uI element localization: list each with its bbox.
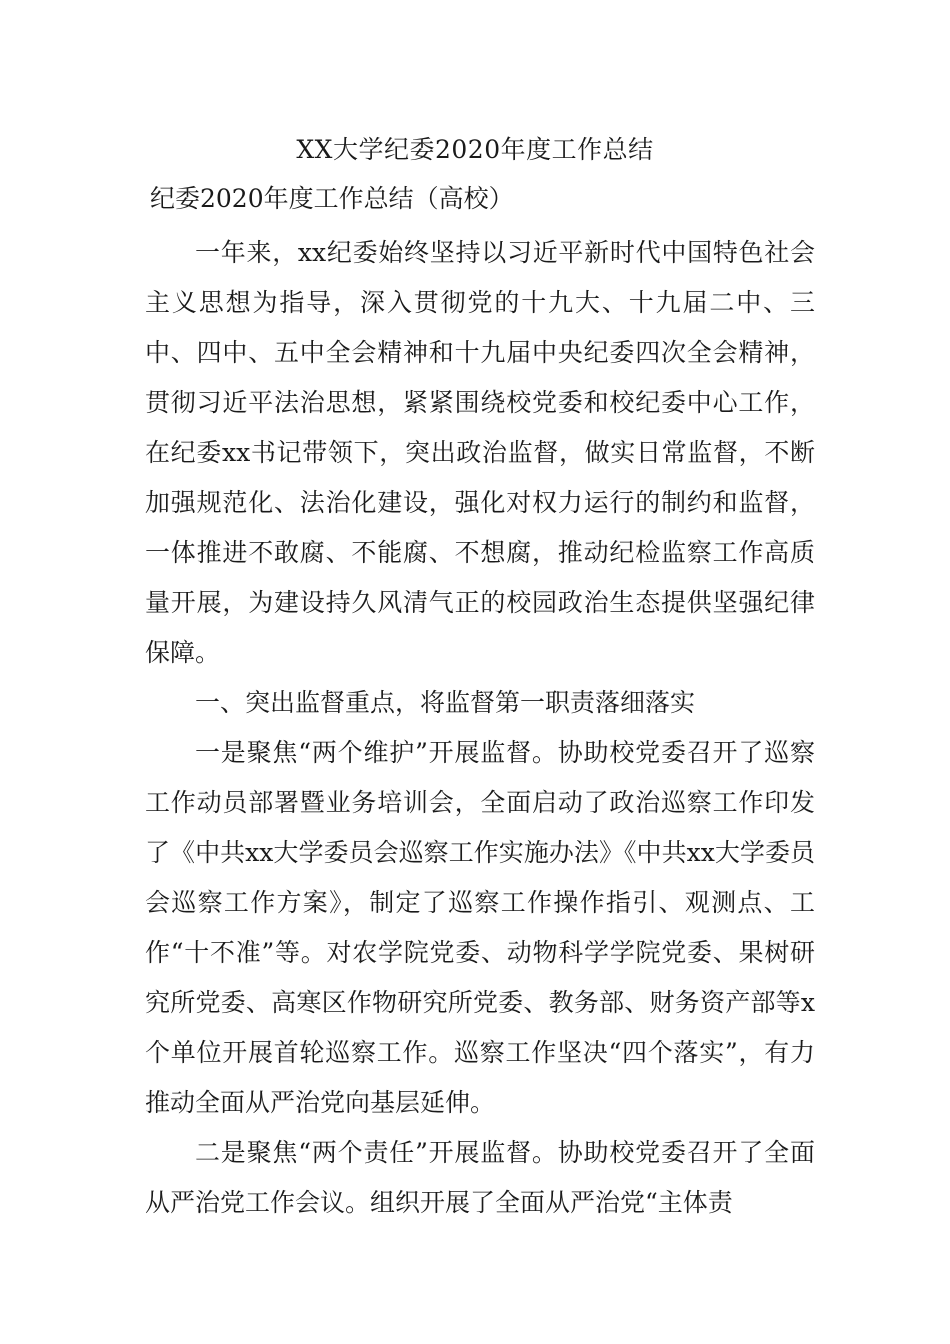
section-paragraph-2: 二是聚焦“两个责任”开展监督。协助校党委召开了全面从严治党工作会议。组织开展了全面从严治党“主体责 — [145, 1138, 815, 1217]
intro-paragraph: 一年来，xx纪委始终坚持以习近平新时代中国特色社会主义思想为指导，深入贯彻党的十九大、十九届二中、三中、四中、五中全会精神和十九届中央纪委四次全会精神，贯彻习近平法治思想，紧紧围绕校党委和校纪委中心工作，在纪委xx书记带领下，突出政治监督，做实日常监督，不断加强规范化、法治化建设，强化对权力运行的制约和监督，一体推进不敢腐、不能腐、不想腐，推动纪检监察工作高质量开展，为建设持久风清气正的校园政治生态提供坚强纪律保障。 — [145, 238, 815, 667]
document-title: XX大学纪委2020年度工作总结 — [296, 135, 654, 164]
document-subtitle: 纪委2020年度工作总结（高校） — [150, 184, 514, 213]
document-body — [145, 228, 815, 1228]
section-paragraph-1: 一是聚焦“两个维护”开展监督。协助校党委召开了巡察工作动员部署暨业务培训会，全面启动了政治巡察工作印发了《中共xx大学委员会巡察工作实施办法》《中共xx大学委员会巡察工作方案》，制定了巡察工作操作指引、观测点、工作“十不准”等。对农学院党委、动物科学学院党委、果树研究所党委、高寒区作物研究所党委、教务部、财务资产部等x个单位开展首轮巡察工作。巡察工作坚决“四个落实”，有力推动全面从严治党向基层延伸。 — [145, 738, 815, 1117]
section-heading: 一、突出监督重点，将监督第一职责落细落实 — [195, 688, 696, 717]
